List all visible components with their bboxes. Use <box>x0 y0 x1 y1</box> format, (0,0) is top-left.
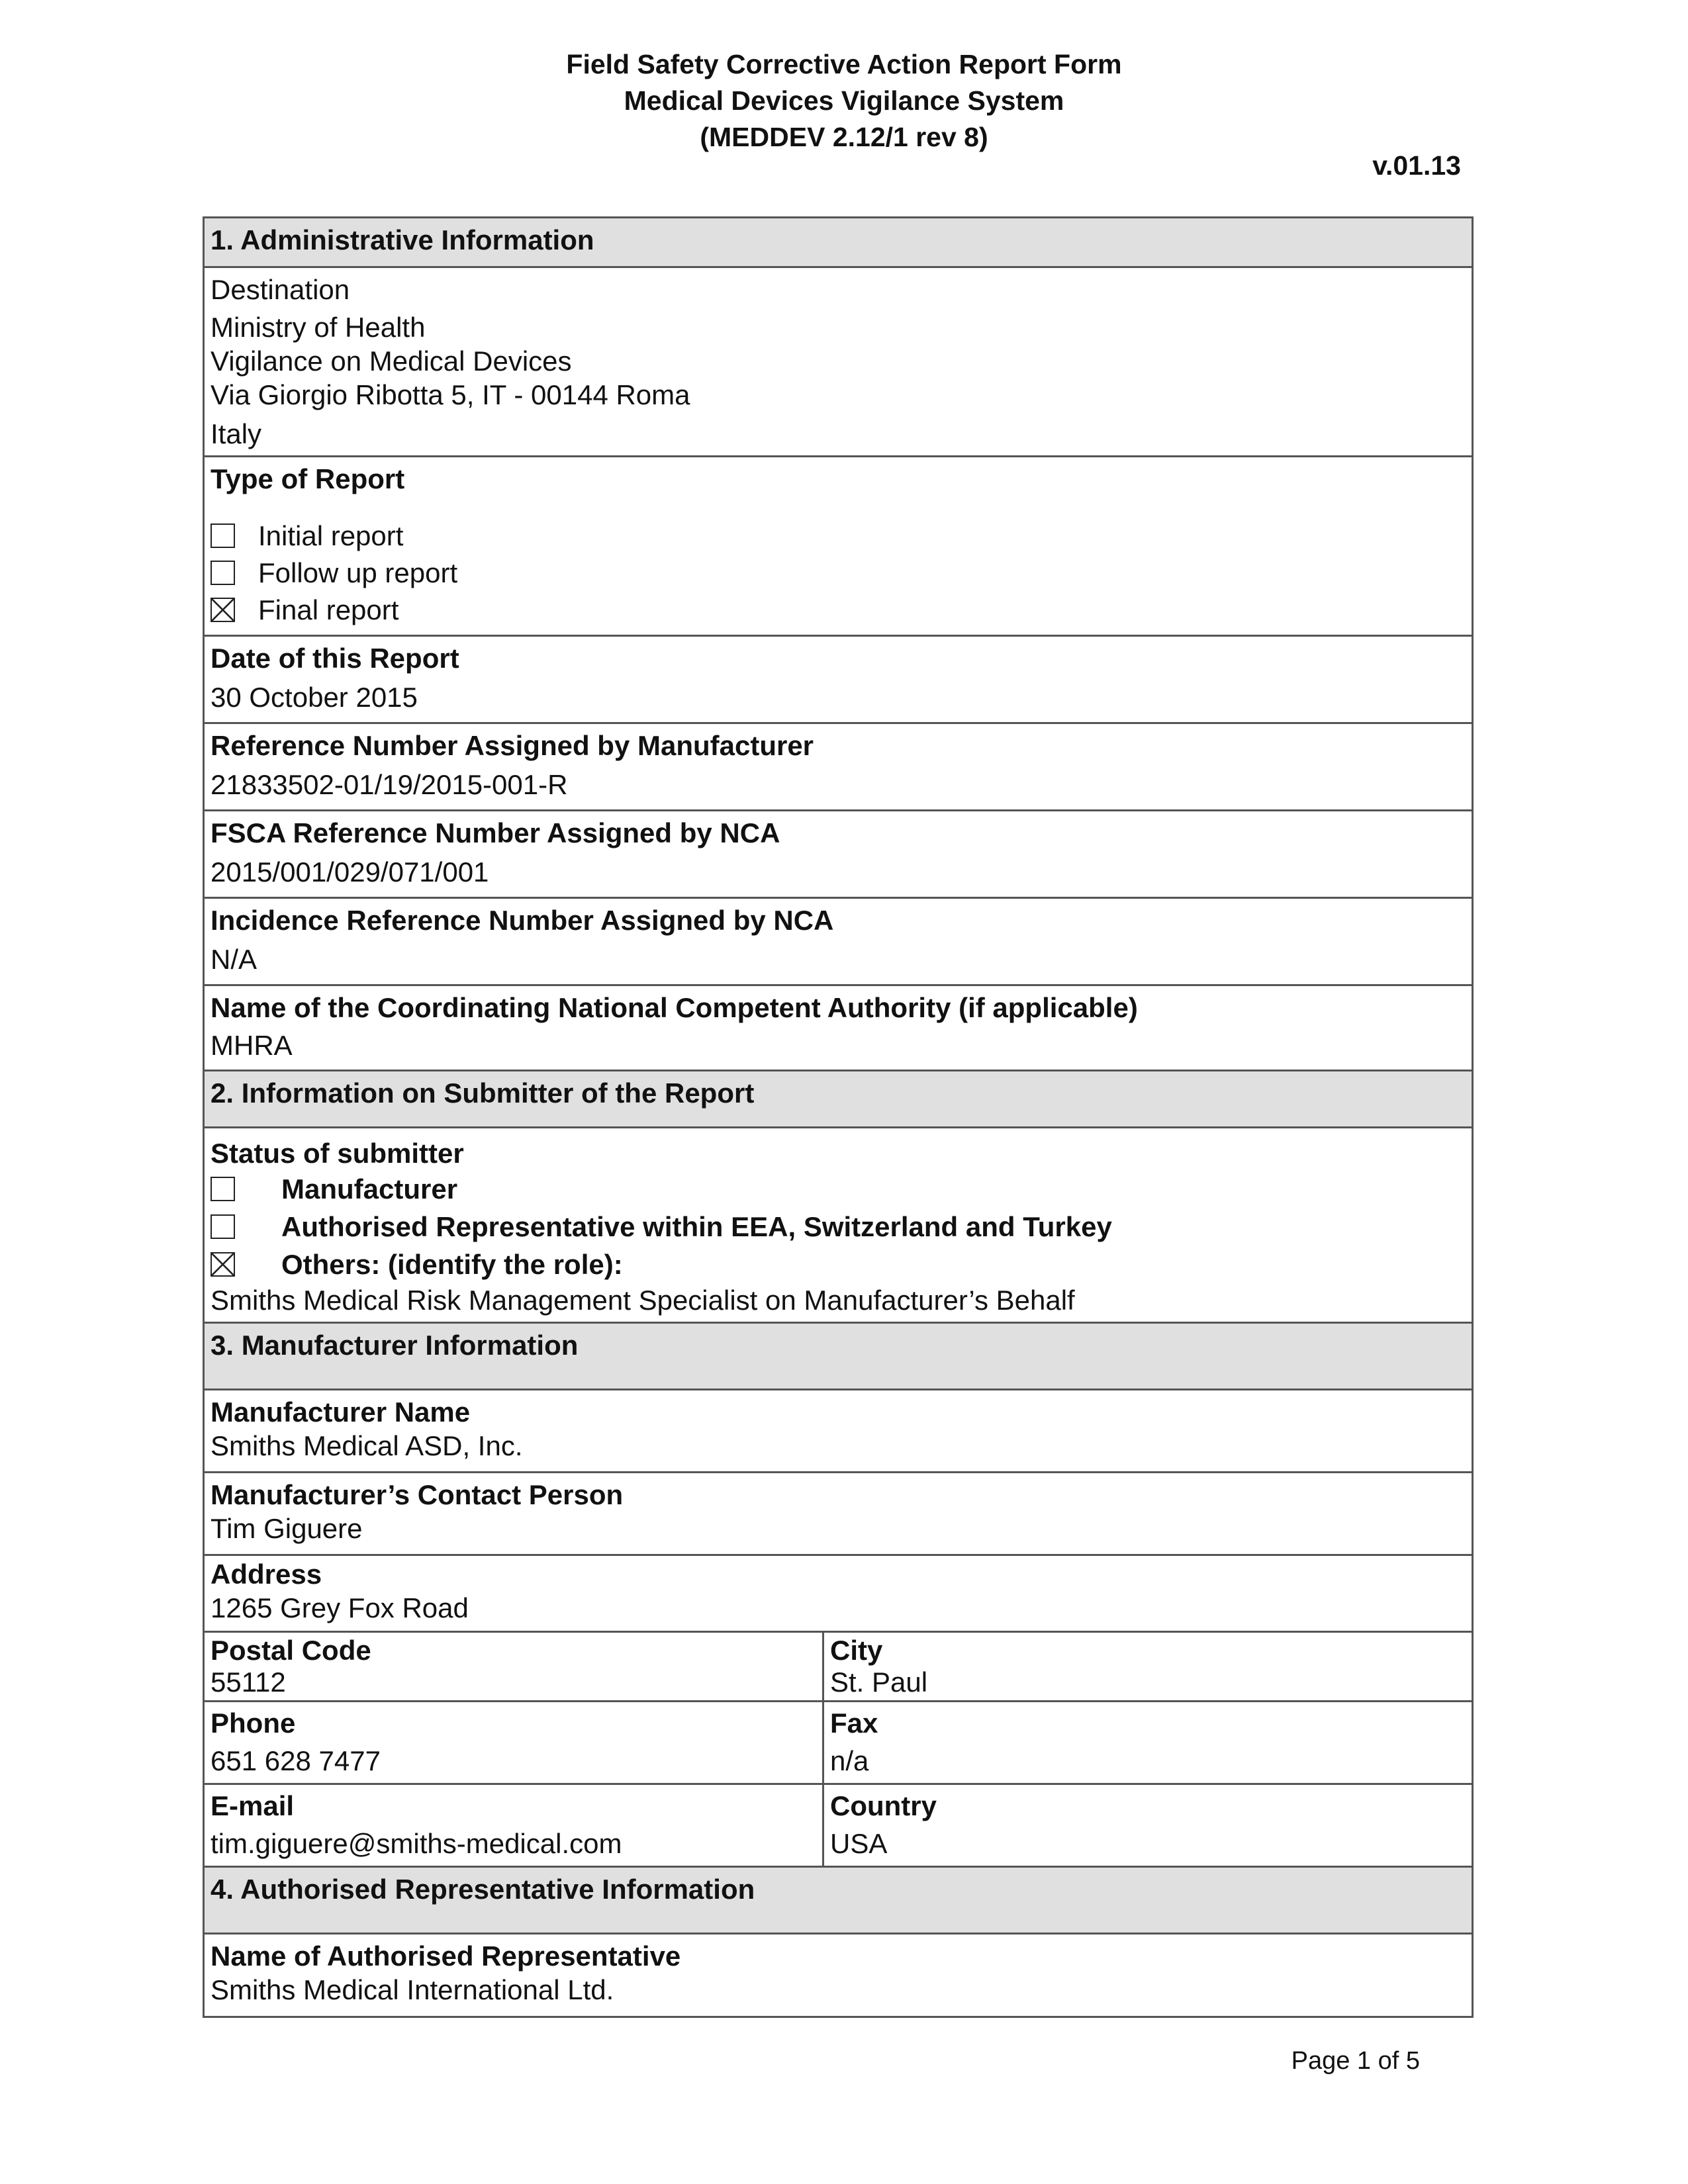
fax-label: Fax <box>830 1707 878 1739</box>
postal-code-cell <box>205 1633 824 1700</box>
phone-label: Phone <box>211 1707 296 1739</box>
phone-value: 651 628 7477 <box>211 1745 381 1776</box>
form-title: Field Safety Corrective Action Report Form <box>566 49 1122 79</box>
authorised-rep-name-value: Smiths Medical International Ltd. <box>211 1974 614 2005</box>
submitter-status-label: Status of submitter <box>211 1138 464 1169</box>
email-country-row <box>205 1783 1472 1866</box>
checkbox-label: Initial report <box>258 520 404 551</box>
checked-box-icon[interactable] <box>211 598 235 622</box>
checkbox-box[interactable] <box>211 1214 235 1239</box>
country-value: USA <box>830 1828 888 1859</box>
checkbox-final-report[interactable] <box>211 591 1466 628</box>
manufacturer-name-label: Manufacturer Name <box>211 1396 471 1428</box>
checkbox-box[interactable] <box>211 1177 235 1201</box>
checkbox-label: Manufacturer <box>281 1173 458 1205</box>
destination-line: Ministry of Health <box>211 312 426 343</box>
destination-label: Destination <box>211 274 350 305</box>
authorised-rep-name-label: Name of Authorised Representative <box>211 1940 681 1972</box>
city-label: City <box>830 1635 883 1666</box>
form-header <box>0 46 1688 156</box>
section-1-heading: 1. Administrative Information <box>205 218 1472 266</box>
coordinating-authority-value: MHRA <box>211 1030 293 1061</box>
form-version: v.01.13 <box>1372 150 1461 181</box>
authorised-rep-name-block <box>205 1933 1472 2016</box>
phone-cell <box>205 1702 824 1783</box>
form-reference: (MEDDEV 2.12/1 rev 8) <box>700 122 988 152</box>
destination-line: Vigilance on Medical Devices <box>211 345 572 377</box>
city-value: St. Paul <box>830 1666 928 1698</box>
phone-fax-row <box>205 1700 1472 1783</box>
postal-code-label: Postal Code <box>211 1635 371 1666</box>
checkbox-others[interactable] <box>211 1246 1466 1283</box>
manufacturer-name-block <box>205 1388 1472 1471</box>
coordinating-authority-block <box>205 984 1472 1069</box>
date-of-report-block <box>205 635 1472 722</box>
postal-city-row <box>205 1631 1472 1700</box>
section-2-heading: 2. Information on Submitter of the Report <box>205 1069 1472 1126</box>
manufacturer-reference-label: Reference Number Assigned by Manufacturer <box>211 730 814 761</box>
section-3-heading: 3. Manufacturer Information <box>205 1322 1472 1388</box>
country-cell <box>824 1785 1472 1866</box>
destination-country: Italy <box>211 418 262 449</box>
contact-person-value: Tim Giguere <box>211 1513 363 1544</box>
checkbox-follow-up-report[interactable] <box>211 554 1466 591</box>
email-cell <box>205 1785 824 1866</box>
email-value: tim.giguere@smiths-medical.com <box>211 1828 622 1859</box>
postal-code-value: 55112 <box>211 1666 286 1698</box>
checkbox-label: Final report <box>258 594 399 625</box>
date-of-report-value: 30 October 2015 <box>211 682 418 713</box>
date-of-report-label: Date of this Report <box>211 643 459 674</box>
coordinating-authority-label: Name of the Coordinating National Competent Authority (if applicable) <box>211 992 1138 1023</box>
address-value: 1265 Grey Fox Road <box>211 1592 469 1623</box>
contact-person-label: Manufacturer’s Contact Person <box>211 1479 624 1510</box>
checkbox-box[interactable] <box>211 561 235 585</box>
checkbox-label: Authorised Representative within EEA, Switzerland and Turkey <box>281 1211 1112 1242</box>
fsca-reference-label: FSCA Reference Number Assigned by NCA <box>211 817 780 848</box>
report-form <box>203 216 1474 2018</box>
checkbox-label: Others: (identify the role): <box>281 1249 623 1280</box>
city-cell <box>824 1633 1472 1700</box>
checkbox-authorised-representative[interactable] <box>211 1208 1466 1246</box>
incidence-reference-block <box>205 897 1472 984</box>
destination-line: Via Giorgio Ribotta 5, IT - 00144 Roma <box>211 379 690 410</box>
address-block <box>205 1554 1472 1631</box>
incidence-reference-value: N/A <box>211 944 258 975</box>
type-of-report-block <box>205 455 1472 635</box>
form-subtitle: Medical Devices Vigilance System <box>624 85 1064 116</box>
incidence-reference-label: Incidence Reference Number Assigned by NCA <box>211 905 834 936</box>
type-of-report-label: Type of Report <box>211 463 405 494</box>
fax-cell <box>824 1702 1472 1783</box>
destination-block <box>205 266 1472 455</box>
checkbox-initial-report[interactable] <box>211 517 1466 554</box>
page-number: Page 1 of 5 <box>1291 2047 1420 2075</box>
checkbox-label: Follow up report <box>258 557 458 588</box>
manufacturer-reference-block <box>205 722 1472 809</box>
submitter-status-block <box>205 1126 1472 1322</box>
fsca-reference-block <box>205 809 1472 897</box>
manufacturer-reference-value: 21833502-01/19/2015-001-R <box>211 769 568 800</box>
checkbox-manufacturer[interactable] <box>211 1170 1466 1208</box>
checked-box-icon[interactable] <box>211 1252 235 1277</box>
email-label: E-mail <box>211 1790 295 1821</box>
other-role-value: Smiths Medical Risk Management Specialist on Manufacturer’s Behalf <box>211 1285 1075 1316</box>
checkbox-box[interactable] <box>211 523 235 548</box>
country-label: Country <box>830 1790 937 1821</box>
manufacturer-name-value: Smiths Medical ASD, Inc. <box>211 1430 523 1461</box>
section-4-heading: 4. Authorised Representative Information <box>205 1866 1472 1933</box>
fax-value: n/a <box>830 1745 869 1776</box>
address-label: Address <box>211 1559 322 1590</box>
contact-person-block <box>205 1471 1472 1554</box>
fsca-reference-value: 2015/001/029/071/001 <box>211 856 489 887</box>
